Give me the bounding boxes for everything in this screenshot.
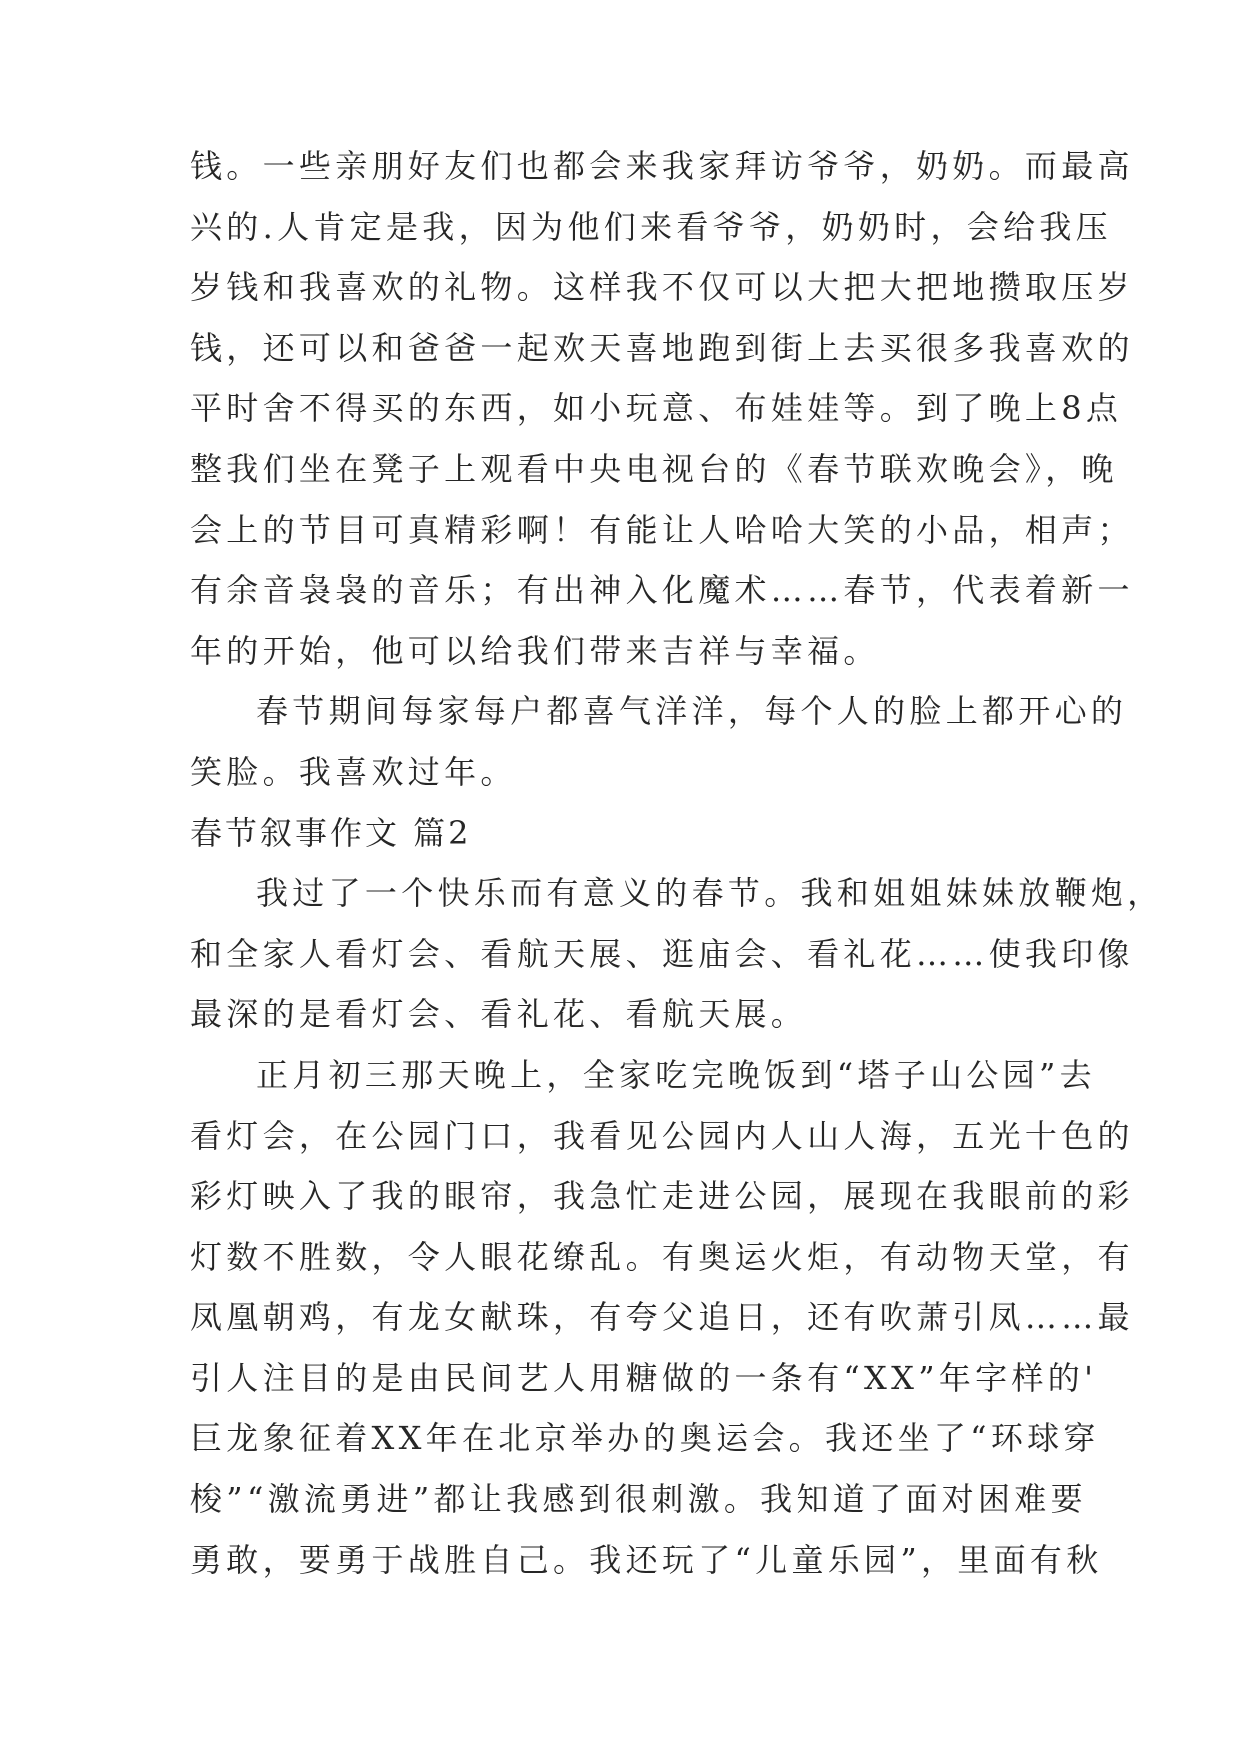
text-line: 凤凰朝鸡，有龙女献珠，有夸父追日，还有吹萧引凤……最 [190,1298,1134,1337]
text-line: 钱，还可以和爸爸一起欢天喜地跑到街上去买很多我喜欢的 [190,328,1134,367]
text-line: 勇敢，要勇于战胜自己。我还玩了“儿童乐园”，里面有秋 [190,1540,1103,1579]
section-heading: 春节叙事作文 篇2 [190,813,472,852]
text-line: 笑脸。我喜欢过年。 [190,752,517,791]
text-line: 灯数不胜数，令人眼花缭乱。有奥运火炬，有动物天堂，有 [190,1237,1134,1276]
text-line: 和全家人看灯会、看航天展、逛庙会、看礼花……使我印像 [190,934,1134,973]
text-line: 年的开始，他可以给我们带来吉祥与幸福。 [190,631,880,670]
text-line: 整我们坐在凳子上观看中央电视台的《春节联欢晚会》，晚 [190,449,1118,488]
text-line: 兴的.人肯定是我，因为他们来看爷爷，奶奶时，会给我压 [190,207,1112,246]
text-line: 引人注目的是由民间艺人用糖做的一条有“XX”年字样的' [190,1358,1098,1397]
text-line: 梭”“激流勇进”都让我感到很刺激。我知道了面对困难要 [190,1480,1087,1519]
text-line: 正月初三那天晚上，全家吃完晚饭到“塔子山公园”去 [256,1055,1096,1094]
paragraph-section1-closing [190,681,1128,802]
text-line: 会上的节目可真精彩啊！有能让人哈哈大笑的小品，相声； [190,510,1134,549]
paragraph-section2-intro [190,863,1164,1045]
text-line: 有余音袅袅的音乐；有出神入化魔术……春节，代表着新一 [190,571,1134,610]
text-line: 钱。一些亲朋好友们也都会来我家拜访爷爷，奶奶。而最高 [190,147,1134,185]
text-line: 我过了一个快乐而有意义的春节。我和姐姐妹妹放鞭炮， [256,874,1164,913]
text-line: 岁钱和我喜欢的礼物。这样我不仅可以大把大把地攒取压岁 [190,268,1134,307]
text-line: 看灯会，在公园门口，我看见公园内人山人海，五光十色的 [190,1116,1134,1155]
text-line: 最深的是看灯会、看礼花、看航天展。 [190,995,808,1034]
text-line: 平时舍不得买的东西，如小玩意、布娃娃等。到了晚上8点 [190,389,1123,428]
document-body [190,136,1164,1590]
text-line: 巨龙象征着XX年在北京举办的奥运会。我还坐了“环球穿 [190,1419,1100,1458]
text-line: 彩灯映入了我的眼帘，我急忙走进公园，展现在我眼前的彩 [190,1177,1134,1216]
text-line: 春节期间每家每户都喜气洋洋，每个人的脸上都开心的 [256,692,1128,731]
paragraph-section2-lantern-fair [190,1045,1134,1590]
paragraph-section1-continuation [190,136,1134,681]
